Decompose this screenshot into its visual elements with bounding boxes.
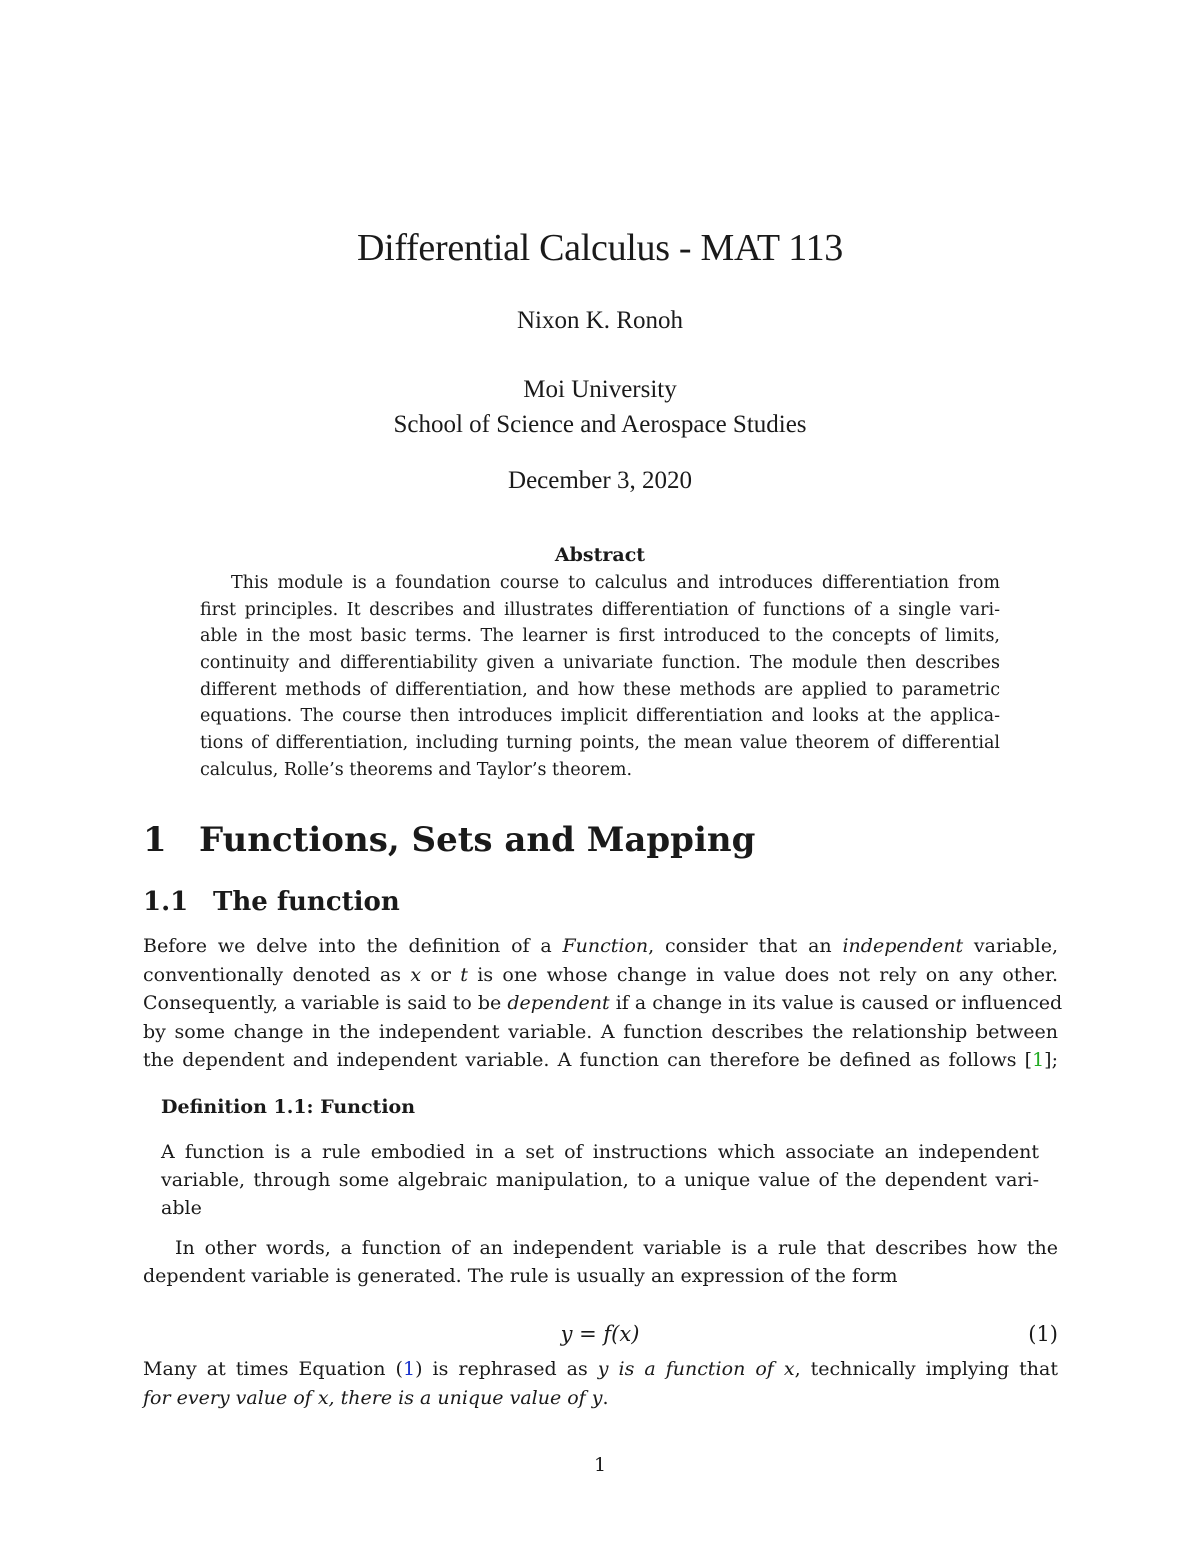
equation-number: (1) — [1028, 1322, 1058, 1346]
paper-title: Differential Calculus - MAT 113 — [356, 227, 844, 269]
abstract-heading: Abstract — [554, 544, 646, 566]
text-run: is one whose change in value does not rely on any other. — [467, 964, 1058, 986]
page-number: 1 — [593, 1454, 607, 1476]
math-variable-x: x — [410, 964, 422, 986]
abstract-line: continuity and differentiability given a univariate function. The module then describes — [200, 653, 1000, 673]
equation-1: y = f(x) — [560, 1322, 640, 1346]
definition-line: able — [161, 1197, 202, 1219]
section-title: Functions, Sets and Mapping — [199, 820, 756, 860]
abstract-line: different methods of differentiation, and how these methods are applied to parametric — [200, 680, 1000, 700]
text-run: , consider that an — [648, 935, 843, 957]
text-run: , technically implying that — [794, 1358, 1058, 1380]
subsection-title: The function — [213, 887, 400, 917]
abstract-line: able in the most basic terms. The learner is first introduced to the concepts of limits, — [200, 626, 1000, 646]
text-run: ) is rephrased as — [415, 1358, 598, 1380]
text-run: variable, — [963, 935, 1058, 957]
abstract-line: calculus, Rolle’s theorems and Taylor’s theorem. — [200, 760, 633, 780]
abstract-line: tions of differentiation, including turning points, the mean value theorem of differential — [200, 733, 1000, 753]
text-run: Many at times Equation ( — [143, 1358, 403, 1380]
affiliation-school: School of Science and Aerospace Studies — [393, 411, 807, 438]
subsection-number: 1.1 — [143, 887, 189, 917]
affiliation-university: Moi University — [523, 376, 677, 403]
text-run: conventionally denoted as — [143, 964, 411, 986]
abstract-line: equations. The course then introduces implicit differentiation and looks at the applica- — [200, 706, 1000, 726]
abstract-line: This module is a foundation course to calculus and introduces differentiation from — [231, 573, 1000, 593]
text-run: . — [602, 1387, 609, 1409]
paragraph-line: dependent variable is generated. The rule is usually an expression of the form — [143, 1265, 898, 1287]
section-heading — [143, 820, 755, 860]
paragraph-line: by some change in the independent variable. A function describes the relationship between — [143, 1021, 1058, 1043]
section-number: 1 — [143, 820, 167, 860]
text-run: Consequently, a variable is said to be — [143, 992, 508, 1014]
text-run: the dependent and independent variable. A function can therefore be defined as follows [ — [143, 1049, 1033, 1071]
author-name: Nixon K. Ronoh — [517, 307, 683, 334]
definition-line: variable, through some algebraic manipulation, to a unique value of the dependent vari- — [161, 1169, 1039, 1191]
citation-link[interactable]: 1 — [1032, 1049, 1045, 1071]
equation-ref-link[interactable]: 1 — [402, 1358, 416, 1380]
emphasis-dependent: dependent — [507, 992, 610, 1014]
text-run: Before we delve into the definition of a — [143, 935, 563, 957]
emphasis-statement: y is a function of x — [597, 1358, 795, 1380]
paragraph-line — [143, 992, 1063, 1014]
paragraph-line — [143, 964, 1058, 986]
paragraph-line — [143, 1358, 1058, 1380]
definition-line: A function is a rule embodied in a set of instructions which associate an independent — [161, 1141, 1039, 1163]
emphasis-function: Function — [562, 935, 649, 957]
paragraph-line — [143, 1049, 1058, 1071]
text-run: ]; — [1044, 1049, 1058, 1071]
paragraph-line: In other words, a function of an independent variable is a rule that describes how the — [175, 1237, 1058, 1259]
paragraph-line — [143, 1387, 1058, 1409]
subsection-heading — [143, 887, 400, 917]
text-run: or — [421, 964, 461, 986]
text-run: if a change in its value is caused or influenced — [609, 992, 1063, 1014]
definition-heading: Definition 1.1: Function — [161, 1096, 416, 1118]
paragraph-line — [143, 935, 1058, 957]
math-variable-t: t — [460, 964, 468, 986]
paper-date: December 3, 2020 — [508, 467, 692, 494]
emphasis-independent: independent — [842, 935, 964, 957]
abstract-line: first principles. It describes and illustrates differentiation of functions of a single vari- — [200, 600, 1000, 620]
emphasis-statement: for every value of x, there is a unique value of y — [143, 1387, 603, 1409]
